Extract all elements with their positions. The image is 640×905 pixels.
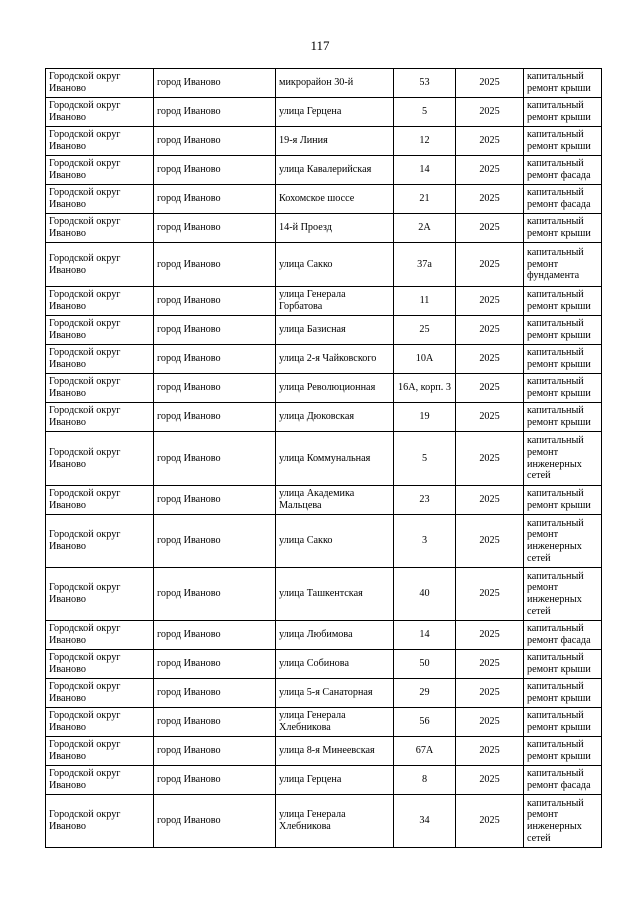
- house-number-cell: 8: [394, 766, 456, 795]
- street-cell: микрорайон 30-й: [276, 69, 394, 98]
- table-row: [46, 737, 602, 766]
- settlement-cell: город Иваново: [154, 486, 276, 515]
- municipal-district-cell: Городской округ Иваново: [46, 795, 154, 848]
- repair-type-cell: капитальный ремонт инженерных сетей: [524, 515, 602, 568]
- house-number-cell: 53: [394, 69, 456, 98]
- year-cell: 2025: [456, 621, 524, 650]
- repair-type-cell: капитальный ремонт инженерных сетей: [524, 795, 602, 848]
- house-number-cell: 10А: [394, 345, 456, 374]
- municipal-district-cell: Городской округ Иваново: [46, 287, 154, 316]
- repair-type-cell: капитальный ремонт крыши: [524, 214, 602, 243]
- street-cell: Кохомское шоссе: [276, 185, 394, 214]
- house-number-cell: 14: [394, 156, 456, 185]
- street-cell: улица Генерала Хлебникова: [276, 795, 394, 848]
- settlement-cell: город Иваново: [154, 650, 276, 679]
- municipal-district-cell: Городской округ Иваново: [46, 214, 154, 243]
- table-row: [46, 374, 602, 403]
- house-number-cell: 2А: [394, 214, 456, 243]
- repair-type-cell: капитальный ремонт крыши: [524, 679, 602, 708]
- year-cell: 2025: [456, 486, 524, 515]
- settlement-cell: город Иваново: [154, 98, 276, 127]
- house-number-cell: 11: [394, 287, 456, 316]
- table-row: [46, 621, 602, 650]
- house-number-cell: 34: [394, 795, 456, 848]
- table-row: [46, 214, 602, 243]
- table-row: [46, 316, 602, 345]
- settlement-cell: город Иваново: [154, 708, 276, 737]
- table-row: [46, 766, 602, 795]
- municipal-district-cell: Городской округ Иваново: [46, 650, 154, 679]
- municipal-district-cell: Городской округ Иваново: [46, 568, 154, 621]
- year-cell: 2025: [456, 795, 524, 848]
- municipal-district-cell: Городской округ Иваново: [46, 185, 154, 214]
- settlement-cell: город Иваново: [154, 214, 276, 243]
- house-number-cell: 5: [394, 432, 456, 486]
- street-cell: улица Ташкентская: [276, 568, 394, 621]
- municipal-district-cell: Городской округ Иваново: [46, 486, 154, 515]
- house-number-cell: 12: [394, 127, 456, 156]
- settlement-cell: город Иваново: [154, 243, 276, 287]
- table-row: [46, 515, 602, 568]
- street-cell: улица Сакко: [276, 515, 394, 568]
- municipal-district-cell: Городской округ Иваново: [46, 621, 154, 650]
- settlement-cell: город Иваново: [154, 156, 276, 185]
- municipal-district-cell: Городской округ Иваново: [46, 374, 154, 403]
- municipal-district-cell: Городской округ Иваново: [46, 766, 154, 795]
- table-row: [46, 486, 602, 515]
- table-row: [46, 243, 602, 287]
- table-row: [46, 708, 602, 737]
- street-cell: улица Любимова: [276, 621, 394, 650]
- settlement-cell: город Иваново: [154, 345, 276, 374]
- house-number-cell: 21: [394, 185, 456, 214]
- table-row: [46, 287, 602, 316]
- year-cell: 2025: [456, 679, 524, 708]
- repair-type-cell: капитальный ремонт крыши: [524, 708, 602, 737]
- street-cell: 19-я Линия: [276, 127, 394, 156]
- repair-type-cell: капитальный ремонт крыши: [524, 98, 602, 127]
- year-cell: 2025: [456, 708, 524, 737]
- settlement-cell: город Иваново: [154, 795, 276, 848]
- repair-type-cell: капитальный ремонт крыши: [524, 486, 602, 515]
- house-number-cell: 16А, корп. 3: [394, 374, 456, 403]
- street-cell: улица Дюковская: [276, 403, 394, 432]
- settlement-cell: город Иваново: [154, 737, 276, 766]
- municipal-district-cell: Городской округ Иваново: [46, 708, 154, 737]
- street-cell: улица Базисная: [276, 316, 394, 345]
- settlement-cell: город Иваново: [154, 679, 276, 708]
- street-cell: улица Генерала Горбатова: [276, 287, 394, 316]
- street-cell: улица Сакко: [276, 243, 394, 287]
- table-row: [46, 650, 602, 679]
- house-number-cell: 3: [394, 515, 456, 568]
- street-cell: 14-й Проезд: [276, 214, 394, 243]
- street-cell: улица 8-я Минеевская: [276, 737, 394, 766]
- street-cell: улица Генерала Хлебникова: [276, 708, 394, 737]
- settlement-cell: город Иваново: [154, 127, 276, 156]
- buildings-repair-table: [45, 68, 602, 848]
- municipal-district-cell: Городской округ Иваново: [46, 515, 154, 568]
- repair-type-cell: капитальный ремонт инженерных сетей: [524, 432, 602, 486]
- table-row: [46, 69, 602, 98]
- municipal-district-cell: Городской округ Иваново: [46, 737, 154, 766]
- municipal-district-cell: Городской округ Иваново: [46, 243, 154, 287]
- year-cell: 2025: [456, 345, 524, 374]
- street-cell: улица Революционная: [276, 374, 394, 403]
- settlement-cell: город Иваново: [154, 316, 276, 345]
- table-row: [46, 127, 602, 156]
- year-cell: 2025: [456, 374, 524, 403]
- house-number-cell: 50: [394, 650, 456, 679]
- year-cell: 2025: [456, 766, 524, 795]
- table-body: [46, 69, 602, 848]
- repair-type-cell: капитальный ремонт фасада: [524, 156, 602, 185]
- municipal-district-cell: Городской округ Иваново: [46, 316, 154, 345]
- municipal-district-cell: Городской округ Иваново: [46, 98, 154, 127]
- house-number-cell: 23: [394, 486, 456, 515]
- year-cell: 2025: [456, 403, 524, 432]
- settlement-cell: город Иваново: [154, 374, 276, 403]
- repair-type-cell: капитальный ремонт фундамента: [524, 243, 602, 287]
- repair-type-cell: капитальный ремонт фасада: [524, 766, 602, 795]
- house-number-cell: 29: [394, 679, 456, 708]
- year-cell: 2025: [456, 432, 524, 486]
- settlement-cell: город Иваново: [154, 185, 276, 214]
- table-row: [46, 679, 602, 708]
- table-row: [46, 432, 602, 486]
- repair-type-cell: капитальный ремонт крыши: [524, 737, 602, 766]
- settlement-cell: город Иваново: [154, 515, 276, 568]
- repair-type-cell: капитальный ремонт крыши: [524, 287, 602, 316]
- table-row: [46, 568, 602, 621]
- table-row: [46, 98, 602, 127]
- repair-type-cell: капитальный ремонт крыши: [524, 403, 602, 432]
- repair-type-cell: капитальный ремонт фасада: [524, 621, 602, 650]
- year-cell: 2025: [456, 243, 524, 287]
- municipal-district-cell: Городской округ Иваново: [46, 403, 154, 432]
- municipal-district-cell: Городской округ Иваново: [46, 69, 154, 98]
- house-number-cell: 56: [394, 708, 456, 737]
- year-cell: 2025: [456, 185, 524, 214]
- house-number-cell: 5: [394, 98, 456, 127]
- settlement-cell: город Иваново: [154, 766, 276, 795]
- street-cell: улица Герцена: [276, 98, 394, 127]
- house-number-cell: 14: [394, 621, 456, 650]
- table-row: [46, 156, 602, 185]
- street-cell: улица Кавалерийская: [276, 156, 394, 185]
- page-number: 117: [310, 38, 330, 53]
- repair-type-cell: капитальный ремонт крыши: [524, 316, 602, 345]
- year-cell: 2025: [456, 568, 524, 621]
- municipal-district-cell: Городской округ Иваново: [46, 156, 154, 185]
- repair-type-cell: капитальный ремонт фасада: [524, 185, 602, 214]
- year-cell: 2025: [456, 127, 524, 156]
- settlement-cell: город Иваново: [154, 568, 276, 621]
- year-cell: 2025: [456, 287, 524, 316]
- municipal-district-cell: Городской округ Иваново: [46, 679, 154, 708]
- municipal-district-cell: Городской округ Иваново: [46, 345, 154, 374]
- house-number-cell: 37а: [394, 243, 456, 287]
- year-cell: 2025: [456, 515, 524, 568]
- year-cell: 2025: [456, 156, 524, 185]
- repair-type-cell: капитальный ремонт крыши: [524, 374, 602, 403]
- street-cell: улица Собинова: [276, 650, 394, 679]
- year-cell: 2025: [456, 737, 524, 766]
- municipal-district-cell: Городской округ Иваново: [46, 127, 154, 156]
- year-cell: 2025: [456, 214, 524, 243]
- house-number-cell: 25: [394, 316, 456, 345]
- house-number-cell: 19: [394, 403, 456, 432]
- municipal-district-cell: Городской округ Иваново: [46, 432, 154, 486]
- year-cell: 2025: [456, 650, 524, 679]
- street-cell: улица Герцена: [276, 766, 394, 795]
- repair-type-cell: капитальный ремонт крыши: [524, 650, 602, 679]
- settlement-cell: город Иваново: [154, 432, 276, 486]
- settlement-cell: город Иваново: [154, 621, 276, 650]
- year-cell: 2025: [456, 69, 524, 98]
- table-row: [46, 795, 602, 848]
- settlement-cell: город Иваново: [154, 69, 276, 98]
- street-cell: улица 5-я Санаторная: [276, 679, 394, 708]
- year-cell: 2025: [456, 98, 524, 127]
- settlement-cell: город Иваново: [154, 403, 276, 432]
- table-row: [46, 403, 602, 432]
- street-cell: улица 2-я Чайковского: [276, 345, 394, 374]
- street-cell: улица Коммунальная: [276, 432, 394, 486]
- repair-type-cell: капитальный ремонт инженерных сетей: [524, 568, 602, 621]
- house-number-cell: 40: [394, 568, 456, 621]
- table-row: [46, 345, 602, 374]
- year-cell: 2025: [456, 316, 524, 345]
- repair-type-cell: капитальный ремонт крыши: [524, 345, 602, 374]
- street-cell: улица Академика Мальцева: [276, 486, 394, 515]
- table-row: [46, 185, 602, 214]
- settlement-cell: город Иваново: [154, 287, 276, 316]
- repair-type-cell: капитальный ремонт крыши: [524, 127, 602, 156]
- repair-type-cell: капитальный ремонт крыши: [524, 69, 602, 98]
- house-number-cell: 67А: [394, 737, 456, 766]
